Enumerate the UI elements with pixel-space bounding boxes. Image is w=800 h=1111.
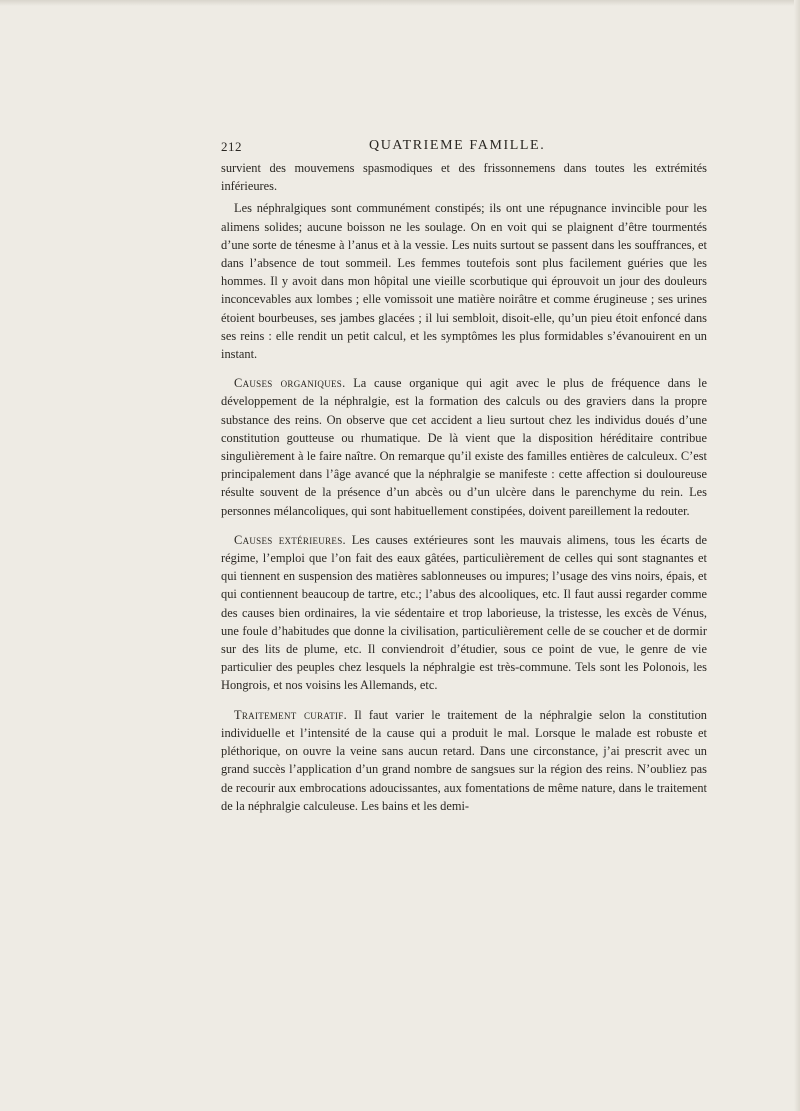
page-edge-shadow-top: [0, 0, 800, 6]
paragraph-organic-causes: [221, 374, 707, 520]
paragraph-text: La cause organique qui agit avec le plus de fréquence dans le développement de la néphralgie, est la formation des calculs ou des graviers dans la propre substance des reins. On observe que cet accident a lieu surtout chez les individus doués d’une constitution goutteuse ou rhumatique. De là vient que la disposition héréditaire contribue singulièrement à le faire naître. On remarque qu’il existe des familles entières de calculeux. C’est principalement dans l’âge avancé que la néphralgie se manifeste : cette affection si douloureuse résulte souvent de la présence d’un abcès ou d’un ulcère dans le parenchyme du rein. Les personnes mélancoliques, qui sont habituellement constipées, doivent pareillement la redouter.: [221, 376, 707, 518]
running-head: [221, 136, 707, 158]
page-text-block: [221, 136, 707, 815]
section-lead: Traitement curatif.: [234, 707, 348, 722]
page-edge-shadow-right: [794, 0, 800, 1111]
section-lead: Causes organiques.: [234, 376, 346, 391]
paragraph-external-causes: [221, 531, 707, 695]
paragraph-treatment: [221, 706, 707, 815]
running-title: QUATRIEME FAMILLE.: [369, 138, 546, 153]
page-number: 212: [221, 139, 242, 154]
paragraph-text: Les néphralgiques sont communément constipés; ils ont une répugnance invincible pour les alimens solides; aucune boisson ne les soulage. On en voit qui se plaignent d’être tourmentés d’une sorte de ténesme à l’anus et à la vessie. Les nuits surtout se passent dans les souffrances, et dans l’absence de tout sommeil. Les femmes toutefois sont plus facilement guéries que les hommes. Il y avoit dans mon hôpital une vieille scorbutique qui éprouvoit un jour des douleurs inconcevables aux lombes ; elle vomissoit une matière noirâtre et comme érugineuse ; ses urines étoient bourbeuses, ses jambes glacées ; il lui sembloit, disoit-elle, qu’un pieu étoit enfoncé dans ses reins : elle rendit un petit calcul, et les symptômes les plus formidables s’évanouirent en un instant.: [221, 201, 707, 362]
paragraph-text: Il faut varier le traitement de la néphralgie selon la constitution individuelle et l’intensité de la cause qui a produit le mal. Lorsque le malade est robuste et pléthorique, on ouvre la veine sans aucun retard. Dans une circonstance, j’ai prescrit avec un grand succès l’application d’un grand nombre de sangsues sur la région des reins. N’oubliez pas de recourir aux embrocations adoucissantes, aux fomentations de même nature, dans le traitement de la néphralgie calculeuse. Les bains et les demi-: [221, 707, 707, 813]
paragraph-symptoms: [221, 199, 707, 363]
paragraph-continuation: [221, 159, 707, 195]
paragraph-text: survient des mouvemens spasmodiques et des frissonnemens dans toutes les extrémités inférieures.: [221, 161, 707, 194]
section-lead: Causes extérieures.: [234, 532, 346, 547]
paragraph-text: Les causes extérieures sont les mauvais alimens, tous les écarts de régime, l’emploi que l’on fait des eaux gâtées, particulièrement de celles qui sont stagnantes et qui tiennent en suspension des matières sablonneuses ou impures; l’usage des vins noirs, épais, et qui contiennent beaucoup de tartre, etc.; l’abus des alcooliques, etc. Il faut aussi regarder comme des causes bien ordinaires, la vie sédentaire et trop laborieuse, la tristesse, les excès de Vénus, une foule d’habitudes que donne la civilisation, particulièrement celle de se coucher et de dormir sur des lits de plume, etc. Il conviendroit d’étudier, sous ce point de vue, le genre de vie particulier des peuples chez lesquels la néphralgie est très-commune. Tels sont les Polonois, les Hongrois, et nos voisins les Allemands, etc.: [221, 532, 707, 693]
